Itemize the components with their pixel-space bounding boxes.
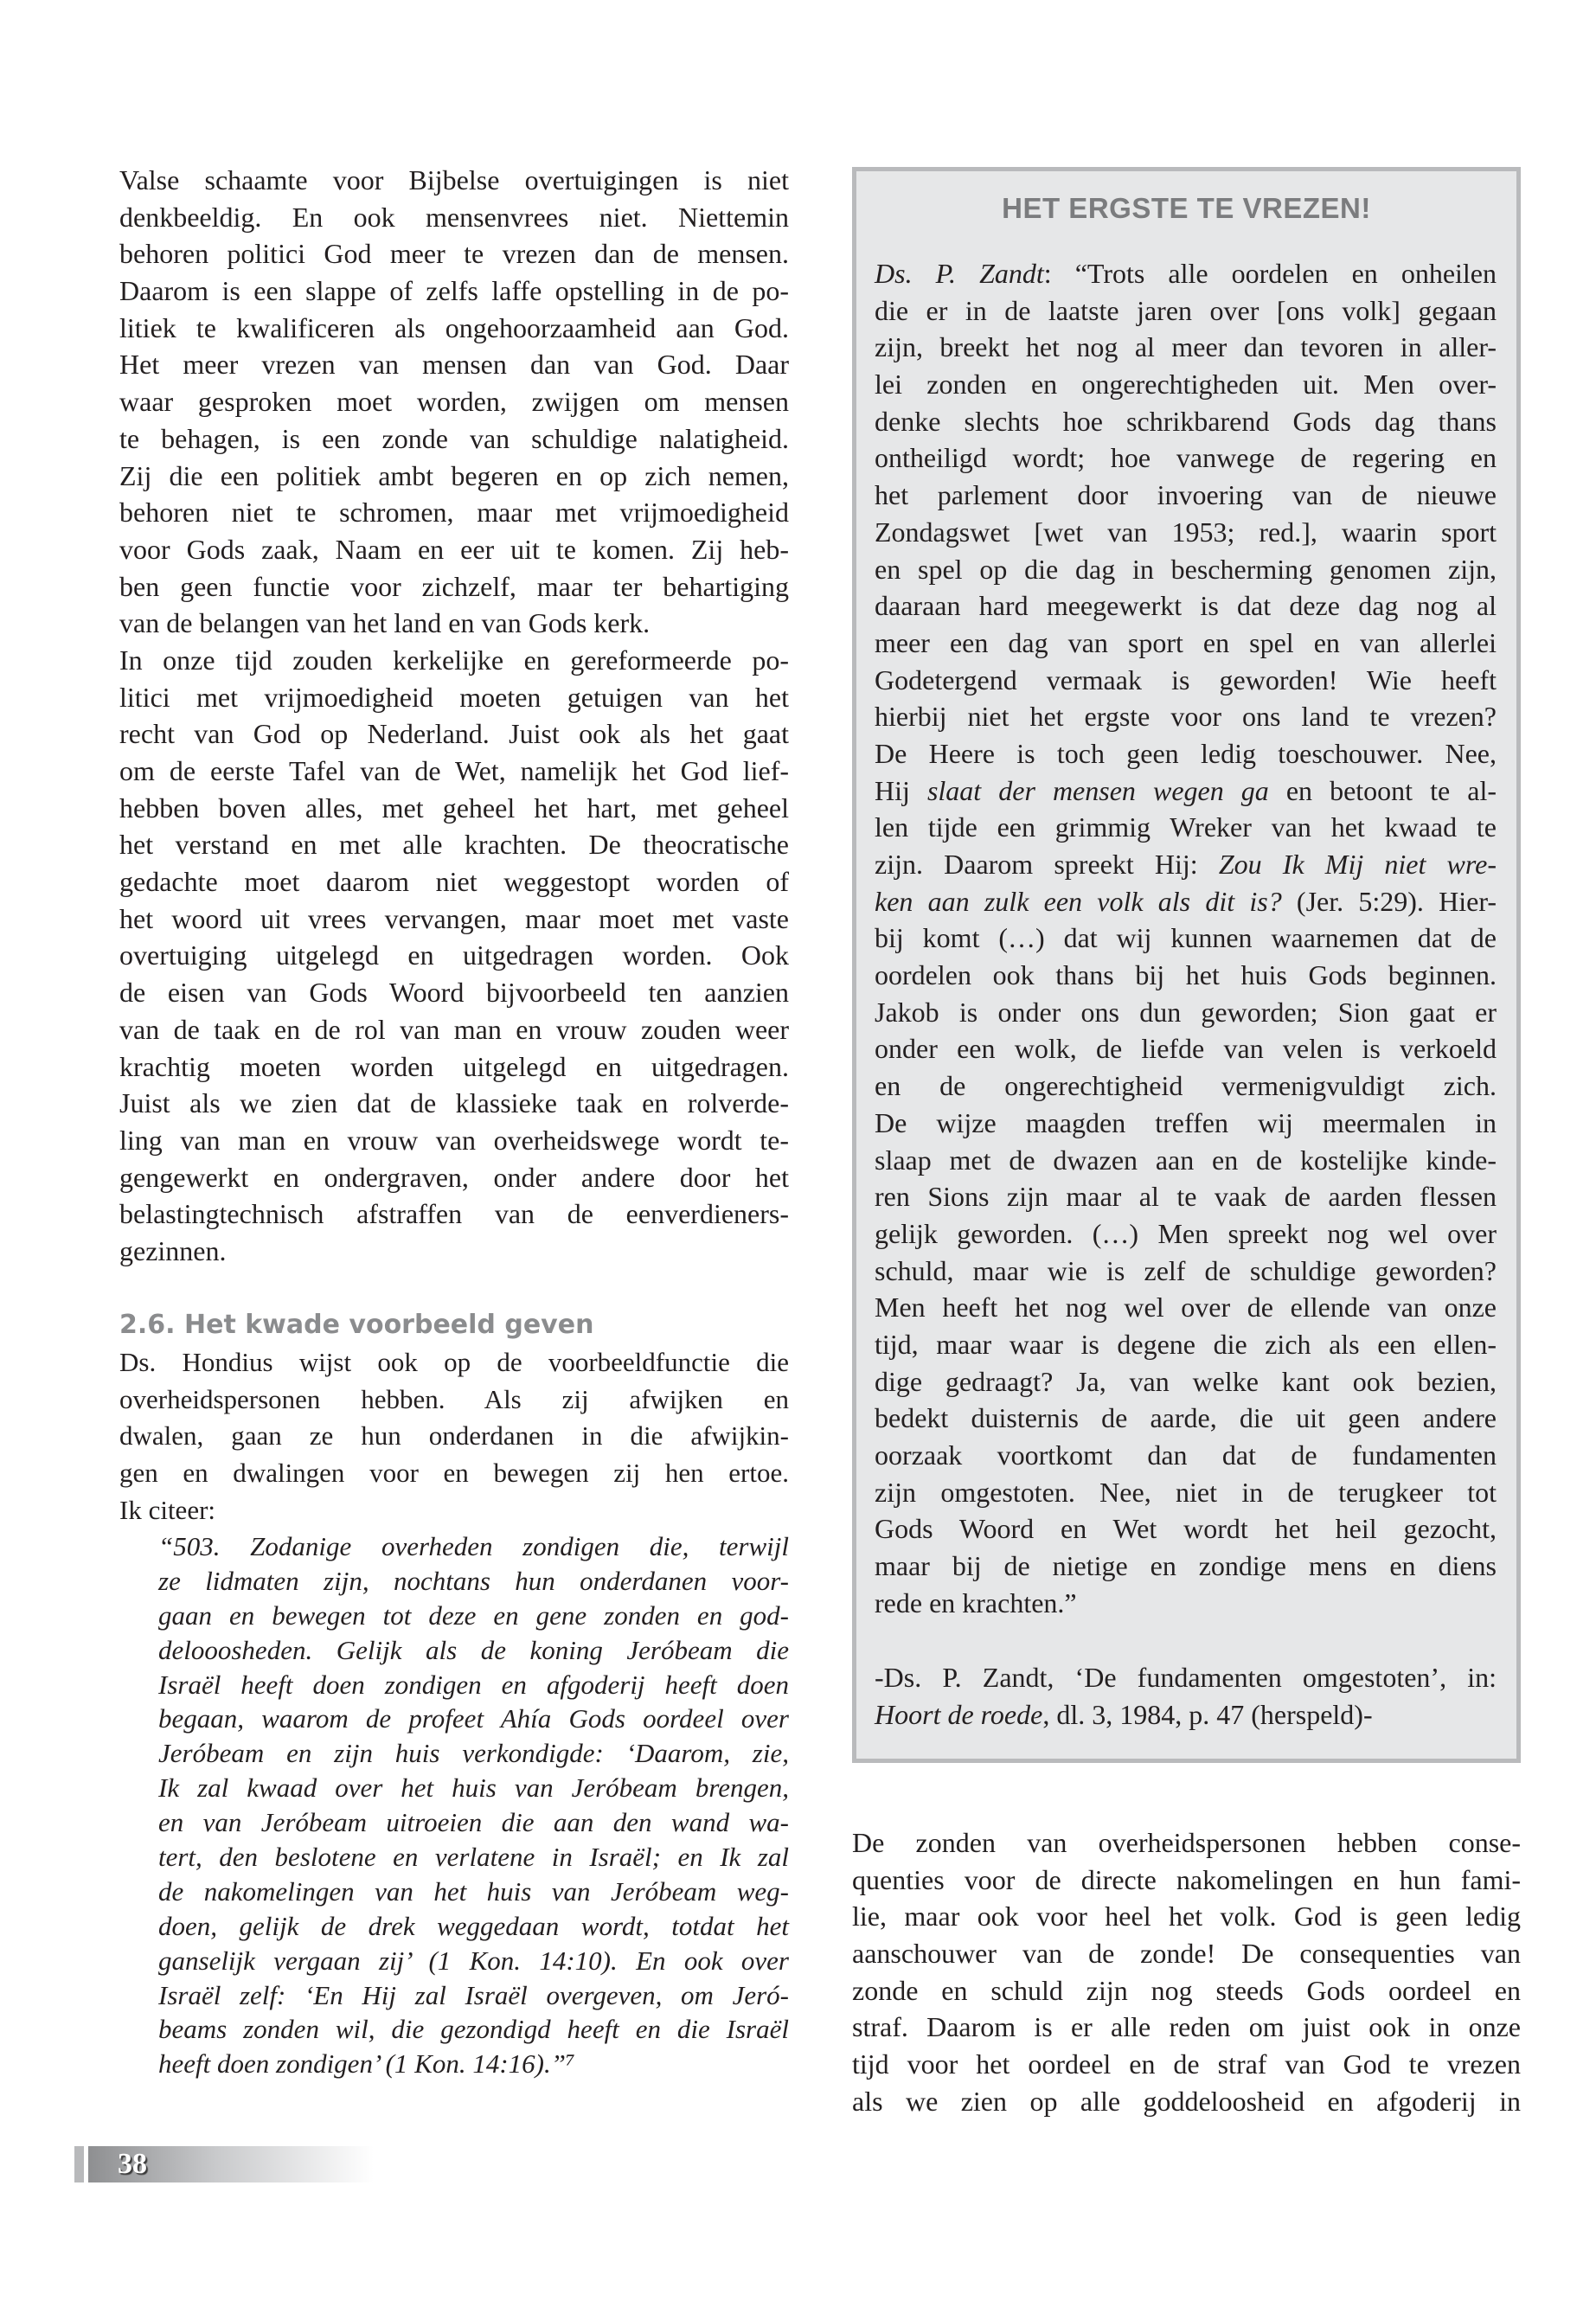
text-line: ren Sions zijn maar al te vaak de aarden flessen xyxy=(875,1181,1497,1213)
text-line: “503. Zodanige overheden zondigen die, terwijl xyxy=(158,1531,789,1561)
sidebar-box xyxy=(852,167,1521,1763)
text-line: -Ds. P. Zandt, ‘De fundamenten omgestoten’, in: xyxy=(875,1662,1497,1693)
text-line: van de taak en de rol van man en vrouw zouden weer xyxy=(119,1013,789,1045)
text-line: Zij die een politiek ambt begeren en op zich nemen, xyxy=(119,459,789,491)
text-line: straf. Daarom is er alle reden om juist ook in onze xyxy=(852,2011,1521,2043)
text-segment: en betoont te al- xyxy=(1268,774,1497,806)
text-line: gedachte moet daarom niet weggestopt worden of xyxy=(119,866,789,898)
text-line: Ds. Hondius wijst ook op de voorbeeldfunctie die xyxy=(119,1347,789,1377)
text-line: litiek te kwalificeren als ongehoorzaamheid aan God. xyxy=(119,311,789,343)
text-line: onder een wolk, de liefde van velen is verkoeld xyxy=(875,1033,1497,1065)
text-line: maar bij de nietige en zondige mens en diens xyxy=(875,1550,1497,1582)
italic-text: Ds. P. Zandt xyxy=(875,258,1044,289)
text-line: De zonden van overheidspersonen hebben conse- xyxy=(852,1827,1521,1858)
text-line: tijd, maar waar is degene die zich als een ellen- xyxy=(875,1328,1497,1360)
text-line: behoren politici God meer te vrezen dan de mensen. xyxy=(119,238,789,270)
text-line: recht van God op Nederland. Juist ook als het gaat xyxy=(119,718,789,750)
text-line xyxy=(875,846,1497,883)
text-line: tijd voor het oordeel en de straf van God te vrezen xyxy=(852,2048,1521,2080)
text-line: Men heeft het nog wel over de ellende van onze xyxy=(875,1292,1497,1324)
box-source xyxy=(875,1659,1497,1733)
text-line: overtuiging uitgelegd en uitgedragen worden. Ook xyxy=(119,939,789,971)
block-quote xyxy=(158,1529,789,2081)
text-line: oordelen ook thans bij het huis Gods beginnen. xyxy=(875,959,1497,991)
text-line: Het meer vrezen van mensen dan van God. Daar xyxy=(119,349,789,381)
text-line: het verstand en met alle krachten. De theocratische xyxy=(119,829,789,861)
page-marker-strip xyxy=(74,2146,84,2182)
text-line: schuld, maar wie is zelf de schuldige geworden? xyxy=(875,1254,1497,1286)
text-line: van de belangen van het land en van Gods kerk. xyxy=(119,607,651,639)
text-line: Daarom is een slappe of zelfs laffe opstelling in de po- xyxy=(119,275,789,307)
text-line: heeft doen zondigen’ (1 Kon. 14:16).”⁷ xyxy=(158,2048,575,2080)
text-line: aanschouwer van de zonde! De consequenties van xyxy=(852,1938,1521,1970)
left-column-body xyxy=(119,162,789,1270)
text-line: te behagen, is een zonde van schuldige nalatigheid. xyxy=(119,422,789,454)
text-line: ze lidmaten zijn, nochtans hun onderdanen voor- xyxy=(158,1565,789,1596)
section-intro xyxy=(119,1344,789,1529)
page-number-bar xyxy=(88,2146,374,2182)
text-line: als we zien op alle goddeloosheid en afgoderij in xyxy=(852,2085,1521,2117)
text-segment: Hij xyxy=(875,774,927,806)
page-number: 38 xyxy=(118,2148,147,2180)
text-line: ontheiligd wordt; hoe vanwege de regering en xyxy=(875,442,1497,474)
text-line: de eisen van Gods Woord bijvoorbeeld ten aanzien xyxy=(119,977,789,1009)
italic-text: Hoort de roede xyxy=(875,1698,1043,1730)
text-line: en spel op die dag in bescherming genomen zijn, xyxy=(875,553,1497,585)
italic-text: Zou Ik Mij niet wre- xyxy=(1218,849,1497,880)
text-line: gezinnen. xyxy=(119,1234,227,1266)
box-title: HET ERGSTE TE VREZEN! xyxy=(1002,192,1371,224)
text-line: meer een dag van sport en spel en van allerlei xyxy=(875,626,1497,658)
text-line: krachtig moeten worden uitgelegd en uitgedragen. xyxy=(119,1050,789,1082)
text-line: dwalen, gaan ze hun onderdanen in die afwijkin- xyxy=(119,1420,789,1452)
text-line: tert, den beslotene en verlatene in Israël; en Ik zal xyxy=(158,1842,789,1873)
text-line xyxy=(875,255,1497,292)
section-heading: 2.6. Het kwade voorbeeld geven xyxy=(119,1310,594,1340)
text-line: voor Gods zaak, Naam en eer uit te komen. Zij heb- xyxy=(119,533,789,565)
text-line: denkbeeldig. En ook mensenvrees niet. Niettemin xyxy=(119,201,789,233)
text-line: en van Jeróbeam uitroeien die aan den wand wa- xyxy=(158,1807,789,1838)
text-line: de nakomelingen van het huis van Jeróbeam weg- xyxy=(158,1875,789,1907)
text-line: hebben boven alles, met geheel het hart, met geheel xyxy=(119,792,789,824)
text-line: en de ongerechtigheid vermenigvuldigt zich. xyxy=(875,1070,1497,1102)
text-line: Jeróbeam en zijn huis verkondigde: ‘Daarom, zie, xyxy=(158,1738,789,1769)
text-line: hierbij niet het ergste voor ons land te vrezen? xyxy=(875,701,1497,733)
right-column-body xyxy=(852,1824,1521,2120)
text-line xyxy=(875,772,1497,810)
text-line: oorzaak voortkomt dan dat de fundamenten xyxy=(875,1439,1497,1471)
text-line: Israël heeft doen zondigen en afgoderij heeft doen xyxy=(158,1669,789,1700)
text-line: om de eerste Tafel van de Wet, namelijk het God lief- xyxy=(119,755,789,786)
text-segment: : “Trots alle oordelen en onheilen xyxy=(1043,258,1497,289)
text-line xyxy=(875,883,1497,920)
text-line: ganselijk vergaan zij’ (1 Kon. 14:10). En ook over xyxy=(158,1945,789,1976)
text-line: Jakob is onder ons dun geworden; Sion gaat er xyxy=(875,996,1497,1028)
text-segment: , dl. 3, 1984, p. 47 (herspeld)- xyxy=(1042,1698,1373,1730)
text-line: In onze tijd zouden kerkelijke en gereformeerde po- xyxy=(119,644,789,676)
text-line: slaap met de dwazen aan en de kostelijke kinde- xyxy=(875,1144,1497,1176)
text-line: gaan en bewegen tot deze en gene zonden en god- xyxy=(158,1599,789,1631)
text-segment: (Jer. 5:29). Hier- xyxy=(1281,885,1497,917)
box-quote-text xyxy=(875,255,1497,1621)
text-line: bedekt duisternis de aarde, die uit geen andere xyxy=(875,1402,1497,1434)
text-line: doen, gelijk de drek weggedaan wordt, totdat het xyxy=(158,1910,789,1941)
text-line: Juist als we zien dat de klassieke taak en rolverde- xyxy=(119,1087,789,1119)
text-line: bij komt (…) dat wij kunnen waarnemen dat de xyxy=(875,922,1497,954)
text-line: zonde en schuld zijn nog steeds Gods oordeel en xyxy=(852,1974,1521,2006)
text-line: gelijk geworden. (…) Men spreekt nog wel over xyxy=(875,1217,1497,1249)
text-line: gengewerkt en ondergraven, onder andere door het xyxy=(119,1161,789,1193)
text-line: lei zonden en ongerechtigheden uit. Men over- xyxy=(875,369,1497,401)
text-line: belastingtechnisch afstraffen van de eenverdieners- xyxy=(119,1198,789,1230)
text-line: waar gesproken moet worden, zwijgen om mensen xyxy=(119,386,789,418)
italic-text: slaat der mensen wegen ga xyxy=(926,774,1269,806)
text-line: rede en krachten.” xyxy=(875,1586,1077,1618)
text-line: daaraan hard meegewerkt is dat deze dag nog al xyxy=(875,590,1497,622)
text-line: zijn, breekt het nog al meer dan tevoren in aller- xyxy=(875,331,1497,363)
text-line: Ik citeer: xyxy=(119,1494,216,1525)
text-line: Valse schaamte voor Bijbelse overtuigingen is niet xyxy=(119,164,789,195)
text-line: dige gedraagt? Ja, van welke kant ook bezien, xyxy=(875,1365,1497,1397)
text-line: De wijze maagden treffen wij meermalen in xyxy=(875,1106,1497,1138)
text-line: die er in de laatste jaren over [ons volk] gegaan xyxy=(875,294,1497,326)
text-line: quenties voor de directe nakomelingen en hun fami- xyxy=(852,1863,1521,1895)
text-line: Gods Woord en Wet wordt het heil gezocht, xyxy=(875,1513,1497,1545)
text-segment: zijn. Daarom spreekt Hij: xyxy=(875,849,1219,880)
text-line: Zondagswet [wet van 1953; red.], waarin sport xyxy=(875,516,1497,548)
text-line: het woord uit vrees vervangen, maar moet met vaste xyxy=(119,902,789,934)
text-line: beams zonden wil, die gezondigd heeft en die Israël xyxy=(158,2014,789,2045)
text-line: delooosheden. Gelijk als de koning Jeróbeam die xyxy=(158,1634,789,1665)
text-line: begaan, waarom de profeet Ahía Gods oordeel over xyxy=(158,1703,789,1734)
text-line: Godetergend vermaak is geworden! Wie heeft xyxy=(875,663,1497,695)
text-line: overheidspersonen hebben. Als zij afwijken en xyxy=(119,1383,789,1414)
text-line xyxy=(875,1696,1497,1734)
text-line: Ik zal kwaad over het huis van Jeróbeam brengen, xyxy=(158,1772,789,1804)
text-line: litici met vrijmoedigheid moeten getuigen van het xyxy=(119,681,789,713)
text-line: gen en dwalingen voor en bewegen zij hen ertoe. xyxy=(119,1458,789,1489)
text-line: het parlement door invoering van de nieuwe xyxy=(875,479,1497,511)
text-line: len tijde een grimmig Wreker van het kwaad te xyxy=(875,811,1497,843)
text-line: De Heere is toch geen ledig toeschouwer. Nee, xyxy=(875,737,1497,769)
text-line: ling van man en vrouw van overheidswege wordt te- xyxy=(119,1124,789,1156)
italic-text: ken aan zulk een volk als dit is? xyxy=(875,885,1282,917)
text-line: Israël zelf: ‘En Hij zal Israël overgeven, om Jeró- xyxy=(158,1979,789,2010)
text-line: ben geen functie voor zichzelf, maar ter behartiging xyxy=(119,570,789,602)
text-line: zijn omgestoten. Nee, niet in de terugkeer tot xyxy=(875,1476,1497,1508)
text-line: lie, maar ook voor heel het volk. God is geen ledig xyxy=(852,1900,1521,1932)
text-line: denke slechts hoe schrikbarend Gods dag thans xyxy=(875,405,1497,437)
text-line: behoren niet te schromen, maar met vrijmoedigheid xyxy=(119,497,789,529)
